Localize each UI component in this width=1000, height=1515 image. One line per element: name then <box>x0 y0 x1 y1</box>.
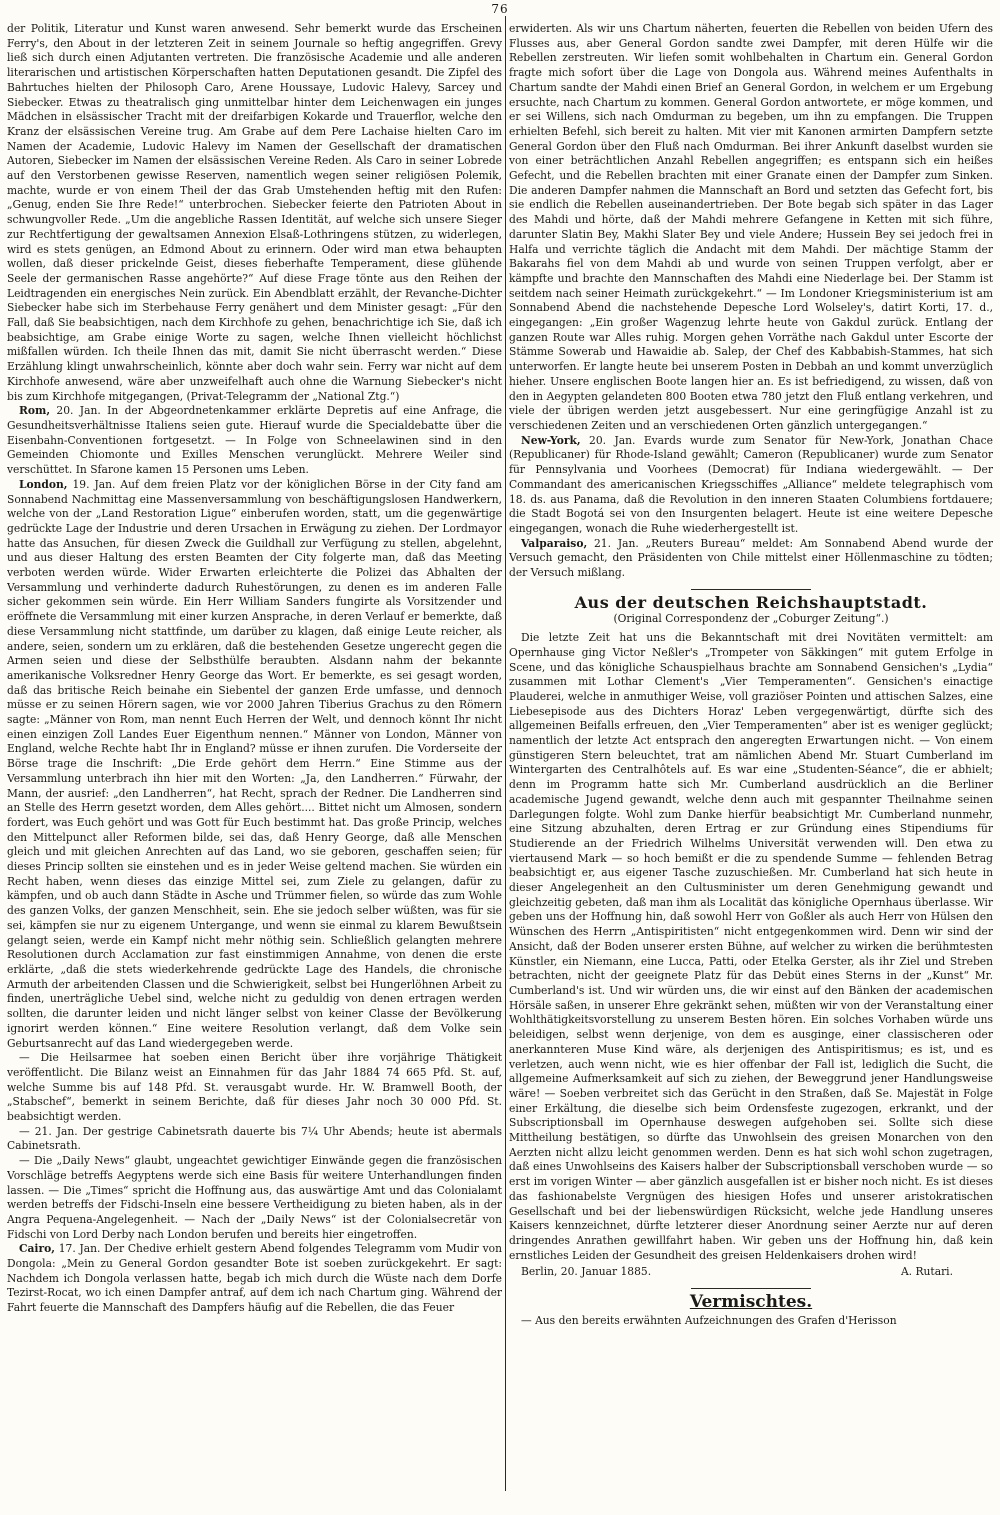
rome-text: 20. Jan. In der Abgeordnetenkammer erklärte Depretis auf eine Anfrage, die Gesundheitsverhältnisse Italiens seien gute. Hierauf wurde die Specialdebatte über die Eisenbahn-Conventionen fortgesetzt. — In Folge von Schneelawinen sind in den Gemeinden Chiomonte und Exilles Menschen verunglückt. Mehrere Weiler sind verschüttet. In Sfarone kamen 15 Personen ums Leben. <box>7 404 502 477</box>
misc-divider <box>691 1288 811 1289</box>
rome-dateline: Rom, <box>19 404 51 418</box>
cairo-report <box>7 1242 502 1316</box>
column-rule <box>505 16 506 1491</box>
salvation-army-report: — Die Heilsarmee hat soeben einen Bericht über ihre vorjährige Thätigkeit veröffentlicht. Die Bilanz weist an Einnahmen für das Jahr 1884 74 665 Pfd. St. auf, welche Summe bis auf 148 Pfd. St. verausgabt wurde. Hr. W. Bramwell Booth, der „Stabschef“, bemerkt in seinem Berichte, daß für dieses Jahr noch 30 000 Pfd. St. beabsichtigt werden. <box>7 1051 502 1124</box>
section-divider <box>691 589 811 590</box>
new-york-dateline: New-York, <box>521 433 581 447</box>
dateline: Berlin, 20. Januar 1885. <box>521 1265 652 1279</box>
new-york-text: 20. Jan. Evards wurde zum Senator für New-York, Jonathan Chace (Republicaner) für Rhode-Island gewählt; Cameron (Republicaner) wurde zum Senator für Pennsylvania und Voorhees (Democrat) für Indiana wiedergewählt. — Der Commandant des americanischen Kriegsschiffes „Alliance“ meldete telegraphisch vom 18. ds. aus Panama, daß die Revolution in den inneren Staaten Columbiens fortdauere; die Stadt Bogotá sei von den Insurgenten belagert. Heute ist eine weitere Depesche eingegangen, wonach die Ruhe wiederhergestellt ist. <box>509 433 993 535</box>
valparaiso-text: 21. Jan. „Reuters Bureau“ meldet: Am Sonnabend Abend wurde der Versuch gemacht, den Präsidenten von Chile mittelst einer Höllenmaschine zu tödten; der Versuch mißlang. <box>509 536 993 580</box>
paris-about-funeral-article: der Politik, Literatur und Kunst waren anwesend. Sehr bemerkt wurde das Erscheinen Ferry's, den About in der letzteren Zeit in seinem Journale so heftig angegriffen. Grevy ließ sich durch einen Adjutanten vertreten. Die französische Academie und alle anderen literarischen und artistischen Körperschaften hatten Deputationen gesandt. Die Zipfel des Bahrtuches hielten der Philosoph Caro, Arene Houssaye, Ludovic Halevy, Sarcey und Siebecker. Etwas zu theatralisch ging unmittelbar hinter dem Leichenwagen ein junges Mädchen in elsässischer Tracht mit der dreifarbigen Kokarde und Trauerflor, welche den Kranz der elsässischen Vereine trug. Am Grabe auf dem Pere Lachaise hielten Caro im Namen der Academie, Ludovic Halevy im Namen der Gesellschaft der dramatischen Autoren, Siebecker im Namen der elsässischen Vereine Reden. Als Caro in seiner Lobrede auf den Verstorbenen gewisse Reserven, namentlich wegen seiner religiösen Polemik, machte, wurde er von einem Theil der das Grab Umstehenden heftig mit den Rufen: „Genug, enden Sie Ihre Rede!“ unterbrochen. Siebecker feierte den Patrioten About in schwungvoller Rede. „Um die angebliche Rassen Identität, auf welche sich unsere Sieger zur Rechtfertigung der gewaltsamen Annexion Elsaß-Lothringens stützen, zu widerlegen, wird es stets genügen, an Edmond About zu erinnern. Oder wird man etwa behaupten wollen, daß dieser prickelnde Geist, dieses fieberhafte Temperament, diese glühende Seele der germanischen Rasse angehörte?“ Auf diese Frage tönte aus den Reihen der Leidtragenden ein energisches Nein zurück. Ein Abendblatt erzählt, der Revanche-Dichter Siebecker habe sich im Sterbehause Ferry genähert und dem Minister gesagt: „Für den Fall, daß Sie beabsichtigen, nach dem Kirchhofe zu gehen, benachrichtige ich Sie, daß ich beabsichtige, am Grabe einige Worte zu sagen, welche Ihnen vielleicht höchlichst mißfallen würden. Ich theile Ihnen das mit, damit Sie nicht überrascht werden.“ Diese Erzählung klingt unwahrscheinlich, könnte aber doch wahr sein. Ferry war nicht auf dem Kirchhofe anwesend, wäre aber unzweifelhaft auch ohne die Warnung Siebecker's nicht bis zum Kirchhofe mitgegangen, (Privat-Telegramm der „National Ztg.“) <box>7 22 502 403</box>
cairo-text: 17. Jan. Der Chedive erhielt gestern Abend folgendes Telegramm vom Mudir von Dongola: „Mein zu General Gordon gesandter Bote ist soeben zurückgekehrt. Er sagt: Nachdem ich Dongola verlassen hatte, begab ich mich durch die Wüste nach dem Dorfe Tezirst-Rocat, wo ich einen Dampfer antraf, auf dem ich nach Chartum ging. Während der Fahrt feuerte die Mannschaft des Dampfers häufig auf die Rebellen, die das Feuer <box>7 1242 502 1315</box>
rome-report <box>7 404 502 478</box>
misc-title: Vermischtes. <box>689 1292 813 1313</box>
misc-text: — Aus den bereits erwähnten Aufzeichnungen des Grafen d'Herisson <box>521 1313 897 1327</box>
signature-line <box>509 1265 993 1280</box>
cabinet-council-note: — 21. Jan. Der gestrige Cabinetsrath dauerte bis 7¼ Uhr Abends; heute ist abermals Cabinetsrath. <box>7 1124 502 1153</box>
author-name: A. Rutari. <box>900 1265 953 1279</box>
new-york-report <box>509 434 993 537</box>
right-column <box>509 22 993 1507</box>
page-number: 76 <box>491 2 509 16</box>
cairo-dateline: Cairo, <box>19 1242 55 1256</box>
berlin-correspondence: Die letzte Zeit hat uns die Bekanntschaft mit drei Novitäten vermittelt: am Opernhause ging Victor Neßler's „Trompeter von Säkkingen“ mit gutem Erfolge in Scene, und das königliche Schauspielhaus brachte am Sonnabend Gensichen's „Lydia“ zusammen mit Lothar Clement's „Vier Temperamenten“. Gensichen's einactige Plauderei, welche in anmuthiger Weise, voll graziöser Pointen und attischen Salzes, eine Liebesepisode aus des Dichters Horaz' Leben vergegenwärtigt, dürfte sich des allgemeinen Beifalls erfreuen, den „Vier Temperamenten“ aber ist es weniger geglückt; namentlich der letzte Act entsprach den angeregten Erwartungen nicht. — Von einem günstigeren Stern beleuchtet, trat am nämlichen Abend Mr. Stuart Cumberland im Wintergarten des Centralhôtels auf. Es war eine „Studenten-Séance“, die er abhielt; denn im Programm hatte sich Mr. Cumberland ausdrücklich an die Berliner academische Jugend gewandt, welche denn auch mit gespannter Theilnahme seinen Darlegungen folgte. Wohl zum Danke hierfür beabsichtigt Mr. Cumberland nunmehr, eine Sitzung abzuhalten, deren Ertrag er zur Gründung eines Stipendiums für Studierende an der Friedrich Wilhelms Universität verwenden will. Den etwa zu viertausend Mark — so hoch bemißt er die zu spendende Summe — fehlenden Betrag beabsichtigt er, aus eigener Tasche zuzuschießen. Mr. Cumberland hat sich heute in dieser Angelegenheit an den Cultusminister um deren Genehmigung gewandt und gleichzeitig gebeten, daß man ihm als Localität das königliche Opernhaus überlasse. Wir geben uns der Hoffnung hin, daß sowohl Herr von Goßler als auch Herr von Hülsen den Wünschen des Herrn „Antispiritisten“ nicht entgegenkommen wird. Denn wir sind der Ansicht, daß der Boden unserer ersten Bühne, auf welcher zu wirken die berühmtesten Künstler, ein Niemann, eine Lucca, Patti, oder Etelka Gerster, als ihr Ziel und Streben betrachten, nicht der geeignete Platz für das Debüt eines Sterns in der „Kunst“ Mr. Cumberland's ist. Und wir würden uns, die wir einst auf den Bänken der academischen Hörsäle saßen, in unserer Ehre gekränkt sehen, müßten wir von der Veranstaltung einer Wohlthätigkeitsvorstellung zu unserem Besten hören. Ein solches Vorhaben würde uns beleidigen, selbst wenn derjenige, von dem es ausginge, einer classischeren oder anerkannteren Muse Kind wäre, als derjenigen des Antispiritismus; es ist, und es verletzen, auch wenn nicht, wie es hier offenbar der Fall ist, lediglich die Sucht, die allgemeine Aufmerksamkeit auf sich zu ziehen, der Beweggrund jener Handlungsweise wäre! — Soeben verbreitet sich das Gerücht in den Straßen, daß Se. Majestät in Folge einer Erkältung, die dieselbe sich beim Ordensfeste zugezogen, erkrankt, und der Subscriptionsball im Opernhause deswegen aufgehoben sei. Sollte sich diese Mittheilung bestätigen, so dürfte das Unwohlsein des greisen Monarchen von den Aerzten nicht allzu leicht genommen werden. Denn es hat sich wohl schon zugetragen, daß eines Unwohlseins des Kaisers halber der Subscriptionsball verschoben wurde — so erst im vorigen Winter — aber gänzlich ausgefallen ist er bisher noch nicht. Es ist dieses das fashionabelste Vergnügen des hiesigen Hofes und unserer aristokratischen Gesellschaft und bei der liebenswürdigen Rücksicht, welche jede Handlung unseres Kaisers kennzeichnet, dürfte letzterer dieser Anordnung seiner Aerzte nur auf deren dringendes Anrathen gewillfahrt haben. Wir geben uns der Hoffnung hin, daß kein ernstliches Leiden der Gesundheit des greisen Heldenkaisers drohen wird! <box>509 631 993 1262</box>
cairo-report-continued: erwiderten. Als wir uns Chartum näherten, feuerten die Rebellen von beiden Ufern des Flusses aus, aber General Gordon sandte zwei Dampfer, mit deren Hülfe wir die Rebellen zerstreuten. Wir liefen somit wohlbehalten in Chartum ein. General Gordon fragte mich sofort über die Lage von Dongola aus. Während meines Aufenthalts in Chartum sandte der Mahdi einen Brief an General Gordon, in welchem er um Ergebung ersuchte, nach Chartum zu kommen. General Gordon antwortete, er möge kommen, und er sei Willens, sich nach Omdurman zu begeben, um ihn zu empfangen. Die Truppen erhielten Befehl, sich bereit zu halten. Mit vier mit Kanonen armirten Dampfern setzte General Gordon über den Fluß nach Omdurman. Bei ihrer Ankunft daselbst wurden sie von einer beträchtlichen Anzahl Rebellen angegriffen; es entspann sich ein heißes Gefecht, und die Rebellen brachten mit einer Granate einen der Dampfer zum Sinken. Die anderen Dampfer nahmen die Mannschaft an Bord und setzten das Gefecht fort, bis sie endlich die Rebellen auseinandertrieben. Der Bote begab sich später in das Lager des Mahdi und hörte, daß der Mahdi mehrere Gefangene in Ketten mit sich führe, darunter Slatin Bey, Makhi Slater Bey und viele Andere; Hussein Bey sei jedoch frei in Halfa und verrichte täglich die Andacht mit dem Mahdi. Der mächtige Stamm der Bakarahs fiel von dem Mahdi ab und wurde von seinen Truppen verfolgt, aber er kämpfte und brachte den Mannschaften des Mahdi eine Niederlage bei. Der Stamm ist seitdem nach seiner Heimath zurückgekehrt.“ — Im Londoner Kriegsministerium ist am Sonnabend Abend die nachstehende Depesche Lord Wolseley's, datirt Korti, 17. d., eingegangen: „Ein großer Wagenzug lehrte heute von Gakdul zurück. Entlang der ganzen Route war Alles ruhig. Morgen gehen Vorräthe nach Gakdul unter Escorte der Stämme Sowerab und Hawaidie ab. Salep, der Chef des Kabbabish-Stammes, hat sich unterworfen. Er langte heute bei unserem Posten in Debbah an und kommt unverzüglich hieher. Unsere englischen Boote langen hier an. Es ist befriedigend, zu wissen, daß von den in Aegypten gelandeten 800 Booten etwa 780 jetzt den Fluß entlang verkehren, und viele der übrigen werden jetzt ausgebessert. Nur eine geringfügige Anzahl ist zu verschiedenen Zeiten und an verschiedenen Orten gänzlich untergegangen.“ <box>509 22 993 432</box>
valparaiso-report <box>509 537 993 581</box>
valparaiso-dateline: Valparaiso, <box>521 536 588 550</box>
london-dateline: London, <box>19 477 68 491</box>
london-text: 19. Jan. Auf dem freien Platz vor der königlichen Börse in der City fand am Sonnabend Nachmittag eine Massenversammlung von beschäftigungslosen Handwerkern, welche von der „Land Restoration Ligue“ einberufen worden, statt, um die gegenwärtige gedrückte Lage der Industrie und deren Ursachen in Erwägung zu ziehen. Der Lordmayor hatte das Ansuchen, für diesen Zweck die Guildhall zur Verfügung zu stellen, abgelehnt, und aus dieser Haltung des ersten Beamten der City folgerte man, daß das Meeting verboten werden würde. Wider Erwarten erleichterte die Polizei das Abhalten der Versammlung und verhinderte dadurch Ruhestörungen, zu denen es im anderen Falle sicher gekommen sein würde. Ein Herr William Sanders fungirte als Vorsitzender und eröffnete die Versammlung mit einer kurzen Ansprache, in deren Verlauf er bemerkte, daß diese Versammlung nicht stattfinde, um darüber zu klagen, daß einige Leute reicher, als andere, seien, sondern um zu erklären, daß die bestehenden Gesetze ungerecht gegen die Armen seien und diese der Selbsthülfe beraubten. Alsdann nahm der bekannte amerikanische Volksredner Henry George das Wort. Er bemerkte, es sei gesagt worden, daß das britische Reich beinahe ein Siebentel der ganzen Erde umfasse, und dennoch müsse er zu seinen Hörern sagen, wie vor 2000 Jahren Tiberius Grachus zu den Römern sagte: „Männer von Rom, man nennt Euch Herren der Welt, und dennoch könnt Ihr nicht einen einzigen Zoll Landes Euer Eigenthum nennen.“ Männer von London, Männer von England, welche Rechte habt Ihr in England? müsse er ihnen zurufen. Die Vorderseite der Börse trage die Inschrift: „Die Erde gehört dem Herrn.“ Eine Stimme aus der Versammlung unterbrach ihn hier mit den Worten: „Ja, den Landherren.“ Fürwahr, der Mann, der ausrief: „den Landherren“, hat Recht, sprach der Redner. Die Landherren sind an Stelle des Herrn gesetzt worden, dem Alles gehört.... Bittet nicht um Almosen, sondern fordert, was Euch gehört und was Gott für Euch bestimmt hat. Das große Princip, welches den Mittelpunct aller Reformen bilde, sei das, daß Henry George, daß alle Menschen gleich und mit gleichen Anrechten auf das Land, wo sie geboren, geschaffen seien; für dieses Princip sollten sie einstehen und es in jeder Weise geltend machen. Sie würden ein Recht haben, wenn dieses das einzige Mittel sei, zum Ziele zu gelangen, dafür zu kämpfen, und ob auch dann Städte in Asche und Trümmer fielen, so würde das zum Wohle des ganzen Volks, der ganzen Menschheit, sein. Ehe sie jedoch selber wüßten, was für sie sei, kämpfen sie nur zu eigenem Untergange, und wenn sie einmal zu klarem Bewußtsein gelangt seien, werde ein Kampf nicht mehr nöthig sein. Schließlich gelangten mehrere Resolutionen durch Acclamation zur fast einstimmigen Annahme, von denen die erste erklärte, „daß die stets wiederkehrende gedrückte Lage des Handels, die chronische Armuth der arbeitenden Classen und die Schwierigkeit, selbst bei Hungerlöhnen Arbeit zu finden, unerträgliche Uebel sind, welche nicht zu geduldig von denen ertragen werden sollten, die darunter leiden und nicht länger selbst von keiner Classe der Bevölkerung ignorirt werden können.“ Eine weitere Resolution verlangt, daß dem Volke sein Geburtsanrecht auf das Land wiedergegeben werde. <box>7 477 502 1050</box>
daily-news-report: — Die „Daily News“ glaubt, ungeachtet gewichtiger Einwände gegen die französischen Vorschläge betreffs Aegyptens werde sich eine Basis für weitere Unterhandlungen finden lassen. — Die „Times“ spricht die Hoffnung aus, das auswärtige Amt und das Colonialamt werden betreffs der Fidschi-Inseln eine bessere Vertheidigung zu bieten haben, als in der Angra Pequena-Angelegenheit. — Nach der „Daily News“ ist der Colonialsecretär von Fidschi von Lord Derby nach London berufen und bereits hier eingetroffen. <box>7 1154 502 1241</box>
section-title: Aus der deutschen Reichshauptstadt. <box>574 592 928 612</box>
london-report <box>7 478 502 1051</box>
section-subtitle: (Original Correspondenz der „Coburger Zeitung“.) <box>613 612 889 626</box>
left-column <box>7 22 502 1507</box>
